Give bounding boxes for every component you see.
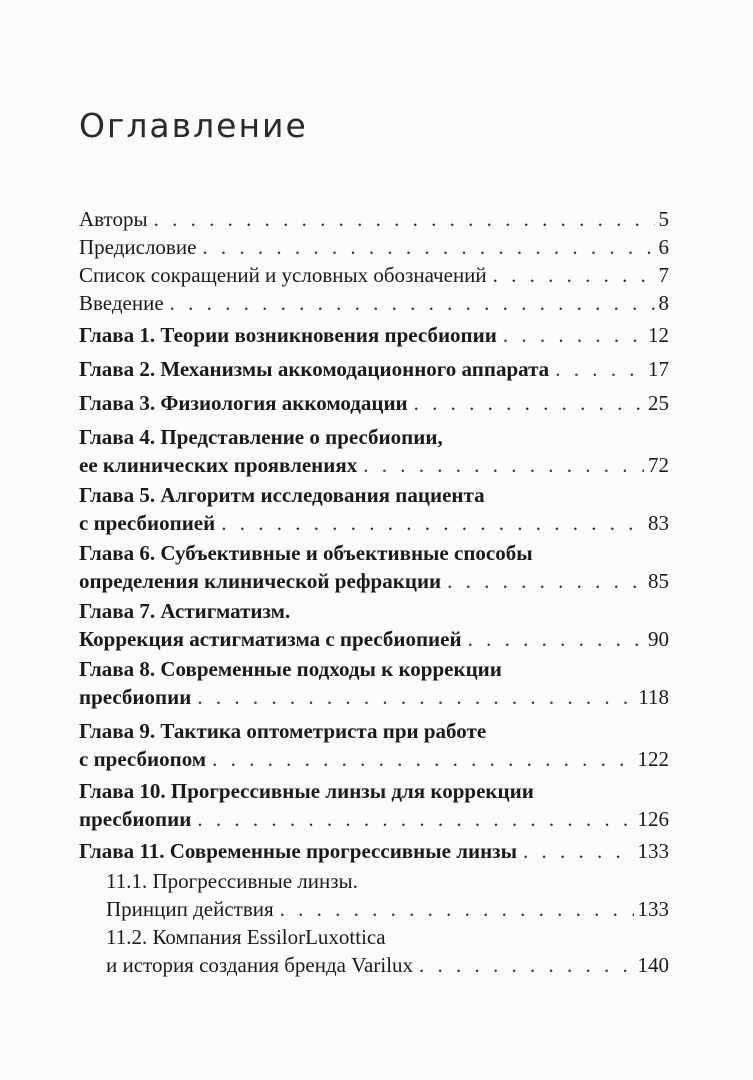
dot-leader	[419, 952, 633, 980]
toc-entry-page-number: 72	[648, 452, 669, 477]
toc-entry[interactable]	[79, 868, 669, 923]
dot-leader	[493, 262, 655, 290]
dot-leader	[154, 206, 655, 234]
toc-entry-title-first-line: 11.2. Компания EssilorLuxottica	[106, 925, 386, 949]
toc-entry-title-first-line: Глава 9. Тактика оптометриста при работе	[79, 719, 487, 743]
toc-entry-line	[79, 626, 669, 654]
toc-entry-title: и история создания бренда Varilux	[106, 952, 414, 977]
dot-leader	[503, 322, 644, 350]
toc-entry-line	[106, 952, 669, 980]
toc-entry-page-number: 118	[638, 684, 669, 709]
toc-entry-title: Глава 1. Теории возникновения пресбиопии	[79, 323, 497, 347]
toc-entry[interactable]	[79, 390, 669, 418]
dot-leader	[197, 806, 633, 834]
toc-entry-line	[79, 206, 669, 234]
toc-entry-title: ее клинических проявлениях	[79, 452, 358, 477]
toc-entry-title-first-line: Глава 8. Современные подходы к коррекции	[79, 657, 502, 681]
toc-entry-page-number: 90	[648, 626, 669, 651]
toc-entry-title-first-line: Глава 6. Субъективные и объективные способы	[79, 541, 533, 565]
toc-entry-page-number: 25	[648, 391, 669, 415]
dot-leader	[363, 452, 644, 480]
dot-leader	[555, 356, 644, 384]
toc-entry-title: с пресбиопом	[79, 746, 207, 771]
toc-entry-line	[79, 452, 669, 480]
toc-entry[interactable]	[79, 482, 669, 537]
toc-entry[interactable]	[79, 234, 669, 262]
toc-entry-line	[79, 290, 669, 318]
toc-entry[interactable]	[79, 598, 669, 653]
toc-entry[interactable]	[79, 540, 669, 595]
toc-entry[interactable]	[79, 424, 669, 479]
toc-entry-title: Введение	[79, 291, 164, 315]
toc-entry-line	[79, 806, 669, 834]
toc-entry-line	[79, 234, 669, 262]
dot-leader	[202, 234, 654, 262]
toc-entry-title-first-line: Глава 5. Алгоритм исследования пациента	[79, 483, 485, 507]
toc-entry[interactable]	[79, 656, 669, 711]
toc-entry-page-number: 133	[637, 896, 669, 921]
toc-entry-title: Глава 3. Физиология аккомодации	[79, 391, 408, 415]
toc-entry-title: Глава 11. Современные прогрессивные линзы	[79, 839, 518, 863]
toc-entry-page-number: 126	[637, 806, 669, 831]
toc-entry[interactable]	[79, 322, 669, 350]
dot-leader	[468, 626, 644, 654]
toc-entry-line	[79, 262, 669, 290]
toc-entry-page-number: 85	[648, 568, 669, 593]
toc-entry-page-number: 12	[648, 323, 669, 347]
toc-entry-page-number: 7	[658, 263, 669, 287]
toc-entry-page-number: 133	[637, 839, 669, 863]
toc-entry-line	[79, 568, 669, 596]
toc-entry-line	[79, 838, 669, 866]
toc-entry-line	[79, 684, 669, 712]
toc-entry-page-number: 8	[658, 291, 669, 315]
toc-entry-title: Принцип действия	[106, 896, 274, 921]
dot-leader	[170, 290, 655, 318]
toc-entry[interactable]	[79, 838, 669, 866]
toc-entry-line	[79, 390, 669, 418]
toc-entry[interactable]	[79, 262, 669, 290]
toc-entry-title-first-line: Глава 10. Прогрессивные линзы для коррекции	[79, 779, 534, 803]
toc-entry-page-number: 122	[637, 746, 669, 771]
toc-entry-title-first-line: Глава 4. Представление о пресбиопии,	[79, 425, 443, 449]
toc-entry-title: определения клинической рефракции	[79, 568, 442, 593]
toc-entry-title: с пресбиопией	[79, 510, 216, 535]
toc-entry-title: Авторы	[79, 207, 148, 231]
toc-entry[interactable]	[79, 356, 669, 384]
toc-entry[interactable]	[79, 924, 669, 979]
dot-leader	[523, 838, 633, 866]
toc-heading: Оглавление	[79, 106, 308, 145]
toc-entry[interactable]	[79, 718, 669, 773]
toc-entry-title: пресбиопии	[79, 684, 192, 709]
dot-leader	[414, 390, 644, 418]
toc-entry-title-first-line: Глава 7. Астигматизм.	[79, 599, 291, 623]
toc-entry-title: Коррекция астигматизма с пресбиопией	[79, 626, 462, 651]
dot-leader	[221, 510, 644, 538]
toc-entry-line	[79, 510, 669, 538]
toc-entry-page-number: 6	[658, 235, 669, 259]
toc-entry-page-number: 5	[658, 207, 669, 231]
toc-entry-title: пресбиопии	[79, 806, 192, 831]
toc-entry[interactable]	[79, 206, 669, 234]
toc-entry-line	[79, 356, 669, 384]
toc-entry-title: Глава 2. Механизмы аккомодационного аппарата	[79, 357, 550, 381]
dot-leader	[447, 568, 644, 596]
dot-leader	[280, 896, 634, 924]
toc-entry[interactable]	[79, 290, 669, 318]
dot-leader	[212, 746, 633, 774]
toc-entry-title: Список сокращений и условных обозначений	[79, 263, 487, 287]
toc-entry-line	[106, 896, 669, 924]
dot-leader	[197, 684, 634, 712]
toc-entry-page-number: 17	[648, 357, 669, 381]
toc-entry[interactable]	[79, 778, 669, 833]
toc-entry-line	[79, 322, 669, 350]
toc-entry-line	[79, 746, 669, 774]
toc-entry-title: Предисловие	[79, 235, 197, 259]
toc-entry-page-number: 140	[637, 952, 669, 977]
toc-entry-title-first-line: 11.1. Прогрессивные линзы.	[106, 869, 358, 893]
toc-entry-page-number: 83	[648, 510, 669, 535]
